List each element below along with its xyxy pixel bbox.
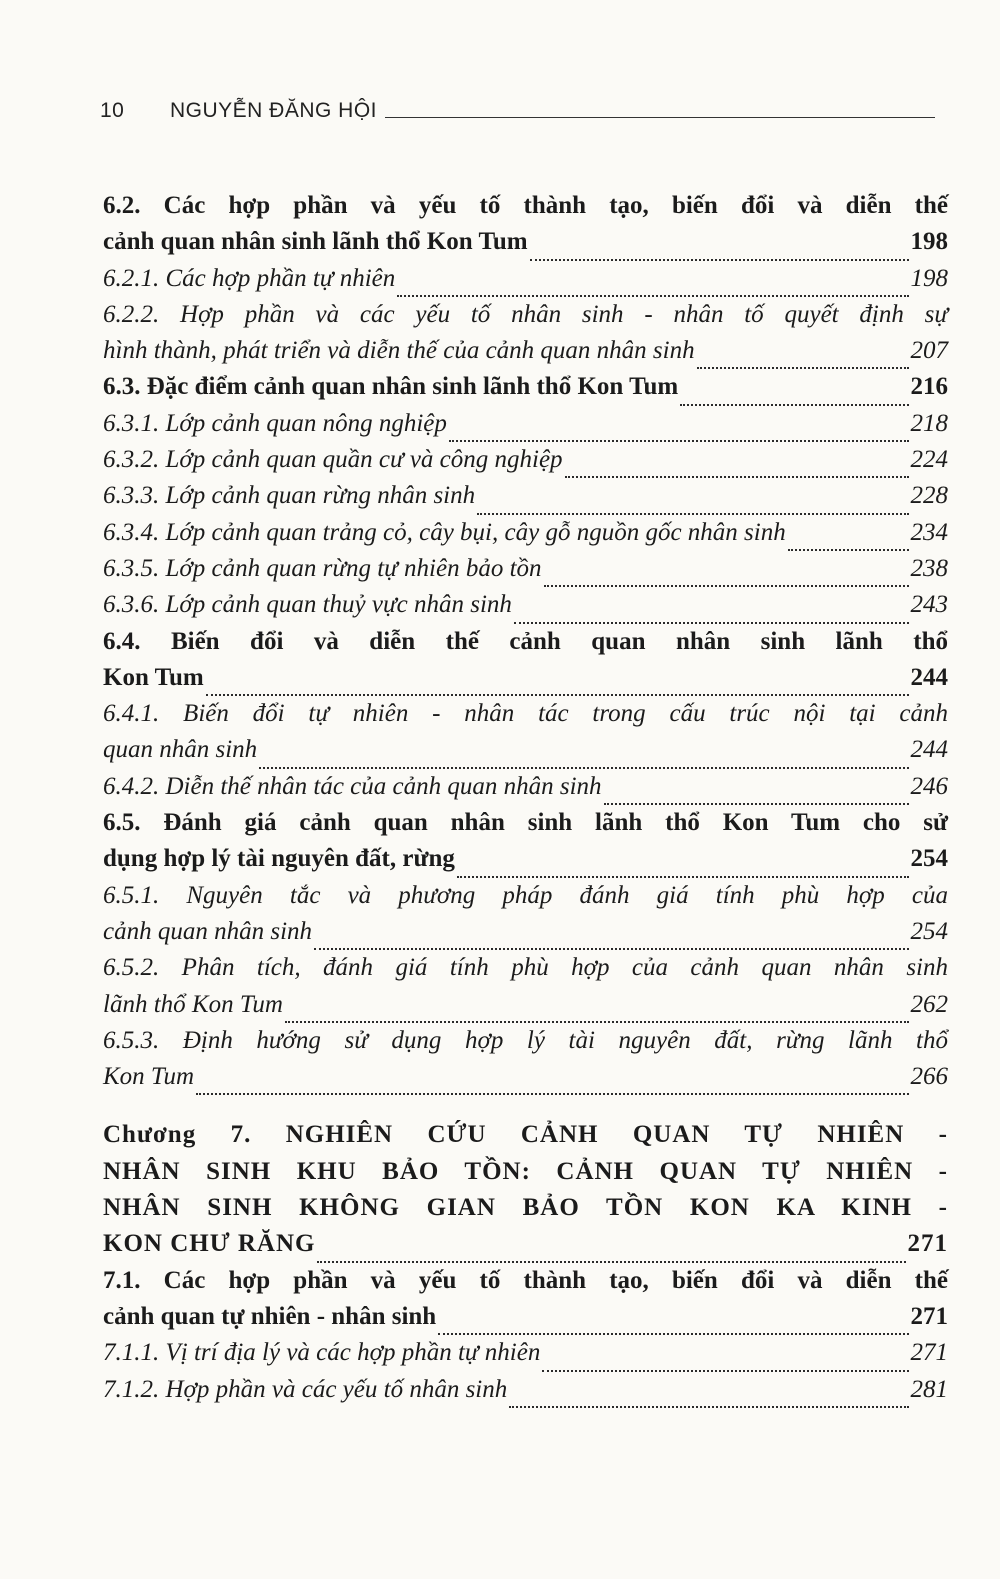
toc-entry-7-1-1[interactable]: 7.1.1. Vị trí địa lý và các hợp phần tự nhiên 271	[103, 1335, 948, 1371]
page-ref: 198	[910, 264, 948, 292]
toc-entry-6-3-5[interactable]: 6.3.5. Lớp cảnh quan rừng tự nhiên bảo tồn 238	[103, 551, 948, 587]
running-head-author: NGUYỄN ĐĂNG HỘI	[170, 99, 378, 122]
page-ref: 262	[910, 990, 948, 1018]
page-ref: 271	[907, 1230, 948, 1258]
dot-leader	[604, 795, 909, 805]
page-ref: 224	[910, 446, 948, 474]
dot-leader	[565, 468, 909, 478]
toc-entry-6-3-2[interactable]: 6.3.2. Lớp cảnh quan quần cư và công nghiệp 224	[103, 442, 948, 478]
toc-entry-6-3-3[interactable]: 6.3.3. Lớp cảnh quan rừng nhân sinh 228	[103, 478, 948, 514]
dot-leader	[542, 1362, 908, 1372]
toc-entry-6-3-1[interactable]: 6.3.1. Lớp cảnh quan nông nghiệp 218	[103, 406, 948, 442]
table-of-contents: 6.2. Các hợp phần và yếu tố thành tạo, biến đổi và diễn thế cảnh quan nhân sinh lãnh thổ Kon Tum 198 6.2.1. Các hợp phần tự nhiên 198 6.2.2. Hợp phần và các yếu tố nhân sinh - nhân tố quyết định sự hình thành, phát triển và diễn thế của cảnh quan nhân sinh 207 6.3. Đặc điểm cảnh quan nhân sinh lãnh thổ Kon Tum 216 6.3.1. Lớp cảnh quan nông nghiệp 218 6.3.2. Lớp cảnh quan quần cư và công nghiệp 224 6.3.3. Lớp cảnh quan rừng nhân sinh 228 6.3.4. Lớp cảnh quan trảng cỏ, cây bụi, cây gỗ nguồn gốc nhân sinh 234 6.3.5. Lớp cảnh quan rừng tự nhiên bảo tồn 238 6.3.6. Lớp cảnh quan thuỷ vực nhân sinh 243 6.4. Biến đổi và diễn thế cảnh quan nhân sinh lãnh thổ Kon Tum 244 6.4.1. Biến đổi tự nhiên - nhân tác trong cấu trúc nội tại cảnh quan nhân sinh 244 6.4.2. Diễn thế nhân tác của cảnh quan nhân sinh 246 6.5. Đánh giá cảnh quan nhân sinh lãnh thổ Kon Tum cho sử dụng hợp lý tài nguyên đất, rừng 254 6.5.1. Nguyên tắc và phương pháp đánh giá tính phù hợp của cảnh quan nhân sinh 254 6.5.2. Phân tích, đánh giá tính phù hợp của cảnh quan nhân sinh lãnh thổ Kon Tum 262 6.5.3. Định hướng sử dụng hợp lý tài nguyên đất, rừng lãnh thổ Kon Tum 266 Chương 7. NGHIÊN CỨU CẢNH QUAN TỰ NHIÊN - NHÂN SINH KHU BẢO TỒN: CẢNH QUAN TỰ NHIÊN - NHÂN SINH KHÔNG GIAN BẢO TỒN KON KA KINH - KON CHƯ RĂNG 271 7.1. Các hợp phần và yếu tố thành tạo, biến đổi và diễn thế cảnh quan tự nhiên - nhân sinh 271 7.1.1. Vị trí địa lý và các hợp phần tự nhiên 271 7.1.2. Hợp phần và các yếu tố nhân sinh 281	[103, 188, 948, 1408]
page-ref: 271	[910, 1302, 948, 1330]
page-ref: 207	[910, 337, 948, 365]
page-ref: 271	[910, 1339, 948, 1367]
page-ref: 244	[910, 663, 948, 691]
dot-leader	[206, 686, 909, 696]
page-ref: 281	[910, 1375, 948, 1403]
dot-leader	[196, 1085, 908, 1095]
toc-entry-6-5-3[interactable]: 6.5.3. Định hướng sử dụng hợp lý tài nguyên đất, rừng lãnh thổ	[103, 1026, 948, 1054]
dot-leader	[697, 359, 909, 369]
page-ref: 254	[910, 917, 948, 945]
page-ref: 246	[910, 772, 948, 800]
page-ref: 266	[910, 1063, 948, 1091]
dot-leader	[314, 940, 908, 950]
dot-leader	[514, 614, 909, 624]
dot-leader	[317, 1253, 905, 1263]
toc-entry-6-5-1[interactable]: 6.5.1. Nguyên tắc và phương pháp đánh giá tính phù hợp của	[103, 881, 948, 909]
dot-leader	[788, 541, 909, 551]
toc-entry-6-4-2[interactable]: 6.4.2. Diễn thế nhân tác của cảnh quan nhân sinh 246	[103, 769, 948, 805]
toc-entry-6-2[interactable]: 6.2. Các hợp phần và yếu tố thành tạo, biến đổi và diễn thế	[103, 192, 948, 219]
dot-leader	[544, 577, 909, 587]
dot-leader	[259, 759, 908, 769]
page-ref: 198	[910, 228, 948, 256]
header-rule	[385, 117, 935, 118]
page-ref: 244	[910, 736, 948, 764]
toc-entry-6-5[interactable]: 6.5. Đánh giá cảnh quan nhân sinh lãnh thổ Kon Tum cho sử	[103, 809, 948, 837]
dot-leader	[397, 287, 908, 297]
toc-entry-6-4[interactable]: 6.4. Biến đổi và diễn thế cảnh quan nhân sinh lãnh thổ	[103, 627, 948, 655]
page-ref: 228	[910, 482, 948, 510]
dot-leader	[438, 1325, 908, 1335]
page-ref: 238	[910, 554, 948, 582]
toc-entry-6-3[interactable]: 6.3. Đặc điểm cảnh quan nhân sinh lãnh thổ Kon Tum 216	[103, 369, 948, 405]
dot-leader	[530, 251, 909, 261]
page-ref: 216	[910, 373, 948, 401]
page-ref: 218	[910, 409, 948, 437]
page-number: 10	[100, 99, 125, 122]
page-ref: 254	[910, 845, 948, 873]
page-ref: 234	[910, 518, 948, 546]
dot-leader	[285, 1013, 909, 1023]
page-ref: 243	[910, 591, 948, 619]
dot-leader	[449, 432, 909, 442]
toc-entry-7-1-2[interactable]: 7.1.2. Hợp phần và các yếu tố nhân sinh 281	[103, 1372, 948, 1408]
toc-entry-6-3-6[interactable]: 6.3.6. Lớp cảnh quan thuỷ vực nhân sinh 243	[103, 587, 948, 623]
toc-entry-6-2-1[interactable]: 6.2.1. Các hợp phần tự nhiên 198	[103, 261, 948, 297]
toc-entry-6-4-1[interactable]: 6.4.1. Biến đổi tự nhiên - nhân tác trong cấu trúc nội tại cảnh	[103, 700, 948, 728]
dot-leader	[477, 505, 908, 515]
toc-entry-6-3-4[interactable]: 6.3.4. Lớp cảnh quan trảng cỏ, cây bụi, cây gỗ nguồn gốc nhân sinh 234	[103, 515, 948, 551]
toc-entry-6-5-2[interactable]: 6.5.2. Phân tích, đánh giá tính phù hợp của cảnh quan nhân sinh	[103, 954, 948, 982]
toc-entry-chapter-7[interactable]: Chương 7. NGHIÊN CỨU CẢNH QUAN TỰ NHIÊN -	[103, 1121, 948, 1149]
dot-leader	[457, 868, 909, 878]
dot-leader	[509, 1398, 908, 1408]
dot-leader	[680, 396, 908, 406]
toc-entry-7-1[interactable]: 7.1. Các hợp phần và yếu tố thành tạo, biến đổi và diễn thế	[103, 1266, 948, 1294]
toc-entry-6-2-2[interactable]: 6.2.2. Hợp phần và các yếu tố nhân sinh - nhân tố quyết định sự	[103, 300, 948, 328]
page-header	[100, 96, 935, 126]
